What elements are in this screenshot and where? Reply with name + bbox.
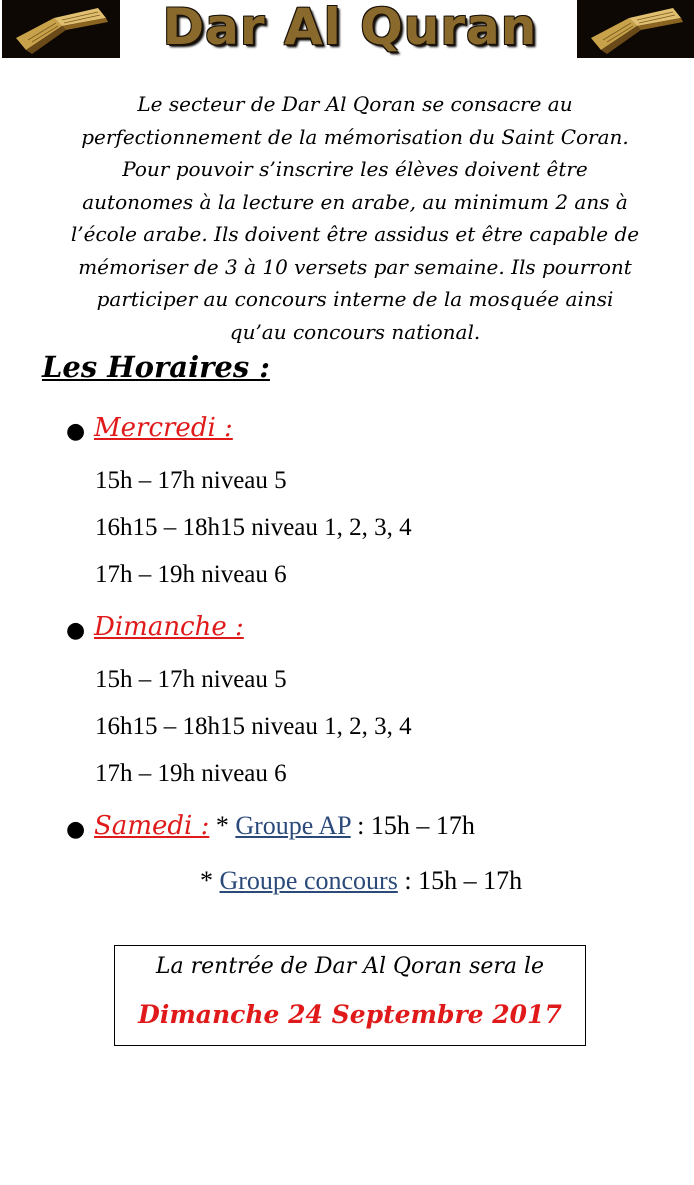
- time-slot: 17h – 19h niveau 6: [95, 760, 287, 787]
- bullet-icon: ●: [66, 618, 86, 643]
- time-slot: 16h15 – 18h15 niveau 1, 2, 3, 4: [95, 713, 412, 740]
- day-label: Mercredi :: [94, 413, 233, 443]
- samedi-line: [94, 811, 475, 841]
- group-prefix: *: [200, 866, 220, 895]
- page-title: Dar Al Quran: [162, 0, 538, 56]
- intro-paragraph: [40, 88, 670, 348]
- intro-line: mémoriser de 3 à 10 versets par semaine. Ils pourront: [78, 254, 632, 279]
- intro-line: autonomes à la lecture en arabe, au minimum 2 ans à: [82, 189, 628, 214]
- open-quran-image: [577, 0, 694, 58]
- time-slot: 15h – 17h niveau 5: [95, 467, 287, 494]
- group-time: : 15h – 17h: [397, 866, 523, 895]
- intro-line: Pour pouvoir s’inscrire les élèves doivent être: [122, 157, 588, 181]
- intro-line: perfectionnement de la mémorisation du Saint Coran.: [81, 124, 629, 149]
- group-concours-link[interactable]: Groupe concours: [219, 866, 398, 895]
- bullet-icon: ●: [66, 419, 86, 444]
- schedule-heading: Les Horaires :: [42, 350, 270, 384]
- day-label: Samedi :: [94, 811, 210, 841]
- group-time: : 15h – 17h: [350, 811, 475, 840]
- notice-text: La rentrée de Dar Al Qoran sera le: [155, 954, 545, 979]
- bullet-icon: ●: [66, 817, 86, 842]
- intro-line: Le secteur de Dar Al Qoran se consacre au: [137, 92, 573, 116]
- group-prefix: *: [215, 811, 236, 840]
- header: [0, 0, 694, 60]
- day-label: Dimanche :: [94, 612, 244, 642]
- rentree-notice-box: [114, 945, 586, 1046]
- group-ap-link[interactable]: Groupe AP: [235, 811, 351, 840]
- intro-line: participer au concours interne de la mosquée ainsi: [96, 287, 614, 311]
- time-slot: 16h15 – 18h15 niveau 1, 2, 3, 4: [95, 514, 412, 541]
- time-slot: 15h – 17h niveau 5: [95, 666, 287, 693]
- intro-line: l’école arabe. Ils doivent être assidus et être capable de: [70, 222, 640, 246]
- notice-date: Dimanche 24 Septembre 2017: [138, 1000, 562, 1029]
- time-slot: 17h – 19h niveau 6: [95, 561, 287, 588]
- samedi-concours-line: [200, 866, 522, 896]
- intro-line: qu’au concours national.: [229, 319, 481, 344]
- open-quran-image: [2, 0, 120, 58]
